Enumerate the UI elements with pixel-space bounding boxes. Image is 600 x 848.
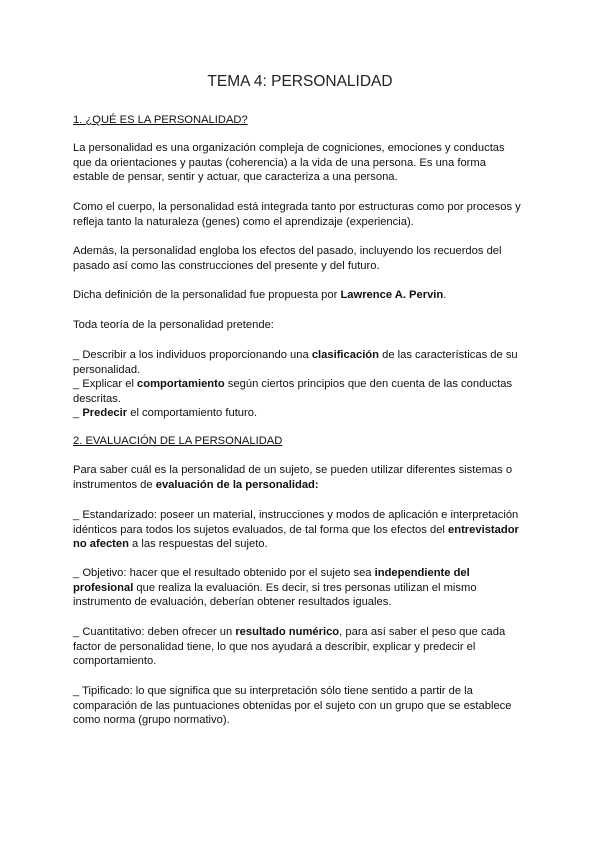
- list-item: _ Predecir el comportamiento futuro.: [73, 407, 258, 420]
- author-name: Lawrence A. Pervin: [340, 289, 444, 301]
- section-heading-personalidad: 1. ¿QUÉ ES LA PERSONALIDAD?: [73, 114, 248, 126]
- paragraph-objective: _ Objetivo: hacer que el resultado obtenido por el sujeto sea independiente del profesional que realiza la evaluación. Es decir, si tres personas utilizan el mismo instrumento de evaluación, deberían obtener resultados iguales.: [73, 567, 477, 609]
- paragraph-theory-intro: Toda teoría de la personalidad pretende:: [73, 319, 274, 331]
- paragraph-structure: Como el cuerpo, la personalidad está integrada tanto por estructuras como por procesos y refleja tanto la naturaleza (genes) como el aprendizaje (experiencia).: [73, 201, 521, 228]
- list-item: _ Describir a los individuos proporcionando una clasificación de las características de su personalidad.: [73, 349, 518, 376]
- paragraph-standardized: _ Estandarizado: poseer un material, instrucciones y modos de aplicación e interpretación idénticos para todos los sujetos evaluados, de tal forma que los efectos del entrevistador no afecten a las respuestas del sujeto.: [73, 509, 519, 551]
- paragraph-evaluation-intro: Para saber cuál es la personalidad de un sujeto, se pueden utilizar diferentes sistemas o instrumentos de evaluación de la personalidad:: [73, 464, 513, 491]
- document-title: TEMA 4: PERSONALIDAD: [207, 73, 393, 90]
- paragraph-quantitative: _ Cuantitativo: deben ofrecer un resultado numérico, para así saber el peso que cada factor de personalidad tiene, lo que nos ayudará a describir, explicar y predecir el comportamiento.: [73, 626, 506, 668]
- section-heading-evaluacion: 2. EVALUACIÓN DE LA PERSONALIDAD: [73, 435, 283, 447]
- paragraph-typified: _ Tipificado: lo que significa que su interpretación sólo tiene sentido a partir de la comparación de las puntuaciones obtenidas por el sujeto con un grupo que se establece como norma (grupo normativo).: [73, 685, 512, 727]
- paragraph-definition: La personalidad es una organización compleja de cogniciones, emociones y conductas que da orientaciones y pautas (coherencia) a la vida de una persona. Es una forma estable de pensar, sentir y actuar, que caracteriza a una persona.: [73, 142, 505, 184]
- paragraph-past: Además, la personalidad engloba los efectos del pasado, incluyendo los recuerdos del pasado así como las construcciones del presente y del futuro.: [73, 245, 502, 272]
- paragraph-author: Dicha definición de la personalidad fue propuesta por Lawrence A. Pervin.: [73, 289, 447, 301]
- theory-goals-list: [73, 348, 523, 421]
- list-item: _ Explicar el comportamiento según ciertos principios que den cuenta de las conductas descritas.: [73, 378, 513, 405]
